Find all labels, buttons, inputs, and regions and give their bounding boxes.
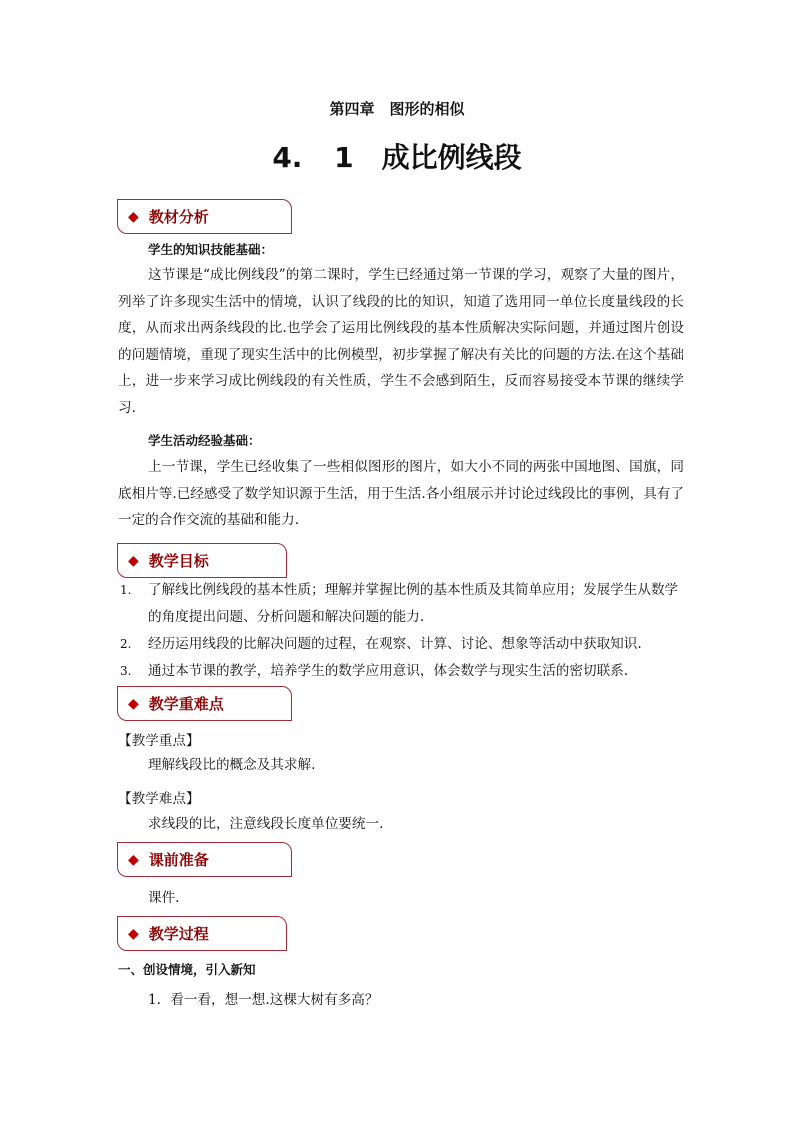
section-header-preparation bbox=[117, 842, 292, 877]
subheading-experience: 学生活动经验基础： bbox=[148, 433, 261, 448]
diamond-icon: ◆ bbox=[128, 208, 139, 225]
goal-number: 3. bbox=[120, 664, 132, 678]
section-label: 教学重难点 bbox=[148, 695, 224, 713]
preparation-text: 课件. bbox=[148, 890, 180, 906]
diamond-icon: ◆ bbox=[128, 851, 139, 868]
section-header-process bbox=[117, 916, 287, 951]
section-label: 教学目标 bbox=[148, 552, 209, 570]
section-label: 教材分析 bbox=[148, 208, 209, 226]
goal-item bbox=[118, 631, 684, 658]
section-header-key-points bbox=[117, 686, 292, 721]
chapter-title: 第四章 图形的相似 bbox=[329, 100, 465, 118]
difficulty-text: 求线段的比，注意线段长度单位要统一. bbox=[148, 816, 384, 832]
goal-number: 1. bbox=[120, 583, 132, 597]
diamond-icon: ◆ bbox=[128, 925, 139, 942]
goal-text: 经历运用线段的比解决问题的过程，在观察、计算、讨论、想象等活动中获取知识. bbox=[148, 636, 642, 652]
process-heading: 一、创设情境，引入新知 bbox=[118, 962, 256, 977]
diamond-icon: ◆ bbox=[128, 552, 139, 569]
subheading-knowledge: 学生的知识技能基础： bbox=[148, 242, 274, 257]
section-label: 教学过程 bbox=[148, 925, 209, 943]
section-header-analysis bbox=[117, 199, 292, 234]
paragraph-knowledge: 这节课是“成比例线段”的第二课时，学生已经通过第一节课的学习，观察了大量的图片，列举了许多现实生活中的情境，认识了线段的比的知识，知道了选用同一单位长度量线段的长度，从而求出两条线段的比.也学会了运用比例线段的基本性质解决实际问题，并通过图片创设的问题情境，重现了现实生活中的比例模型，初步掌握了解决有关比的问题的方法.在这个基础上，进一步来学习成比例线段的有关性质，学生不会感到陌生，反而容易接受本节课的继续学习. bbox=[118, 267, 684, 416]
goal-item bbox=[118, 577, 684, 630]
lesson-title: 4. 1 成比例线段 bbox=[272, 141, 522, 174]
diamond-icon: ◆ bbox=[128, 695, 139, 712]
section-header-goals bbox=[117, 543, 287, 578]
goal-number: 2. bbox=[120, 637, 132, 651]
section-label: 课前准备 bbox=[148, 851, 209, 869]
difficulty-label: 【教学难点】 bbox=[118, 791, 200, 807]
goal-text: 了解线比例线段的基本性质；理解并掌握比例的基本性质及其简单应用；发展学生从数学的角度提出问题、分析问题和解决问题的能力. bbox=[148, 582, 679, 625]
goal-text: 通过本节课的教学，培养学生的数学应用意识，体会数学与现实生活的密切联系. bbox=[148, 663, 629, 679]
focus-label: 【教学重点】 bbox=[118, 733, 200, 749]
focus-text: 理解线段比的概念及其求解. bbox=[148, 757, 316, 773]
paragraph-experience: 上一节课，学生已经收集了一些相似图形的图片，如大小不同的两张中国地图、国旗，同底相片等.已经感受了数学知识源于生活，用于生活.各小组展示并讨论过线段比的事例，具有了一定的合作交流的基础和能力. bbox=[118, 459, 684, 528]
goal-item bbox=[118, 658, 684, 685]
process-item: 1．看一看，想一想.这棵大树有多高？ bbox=[148, 992, 379, 1008]
